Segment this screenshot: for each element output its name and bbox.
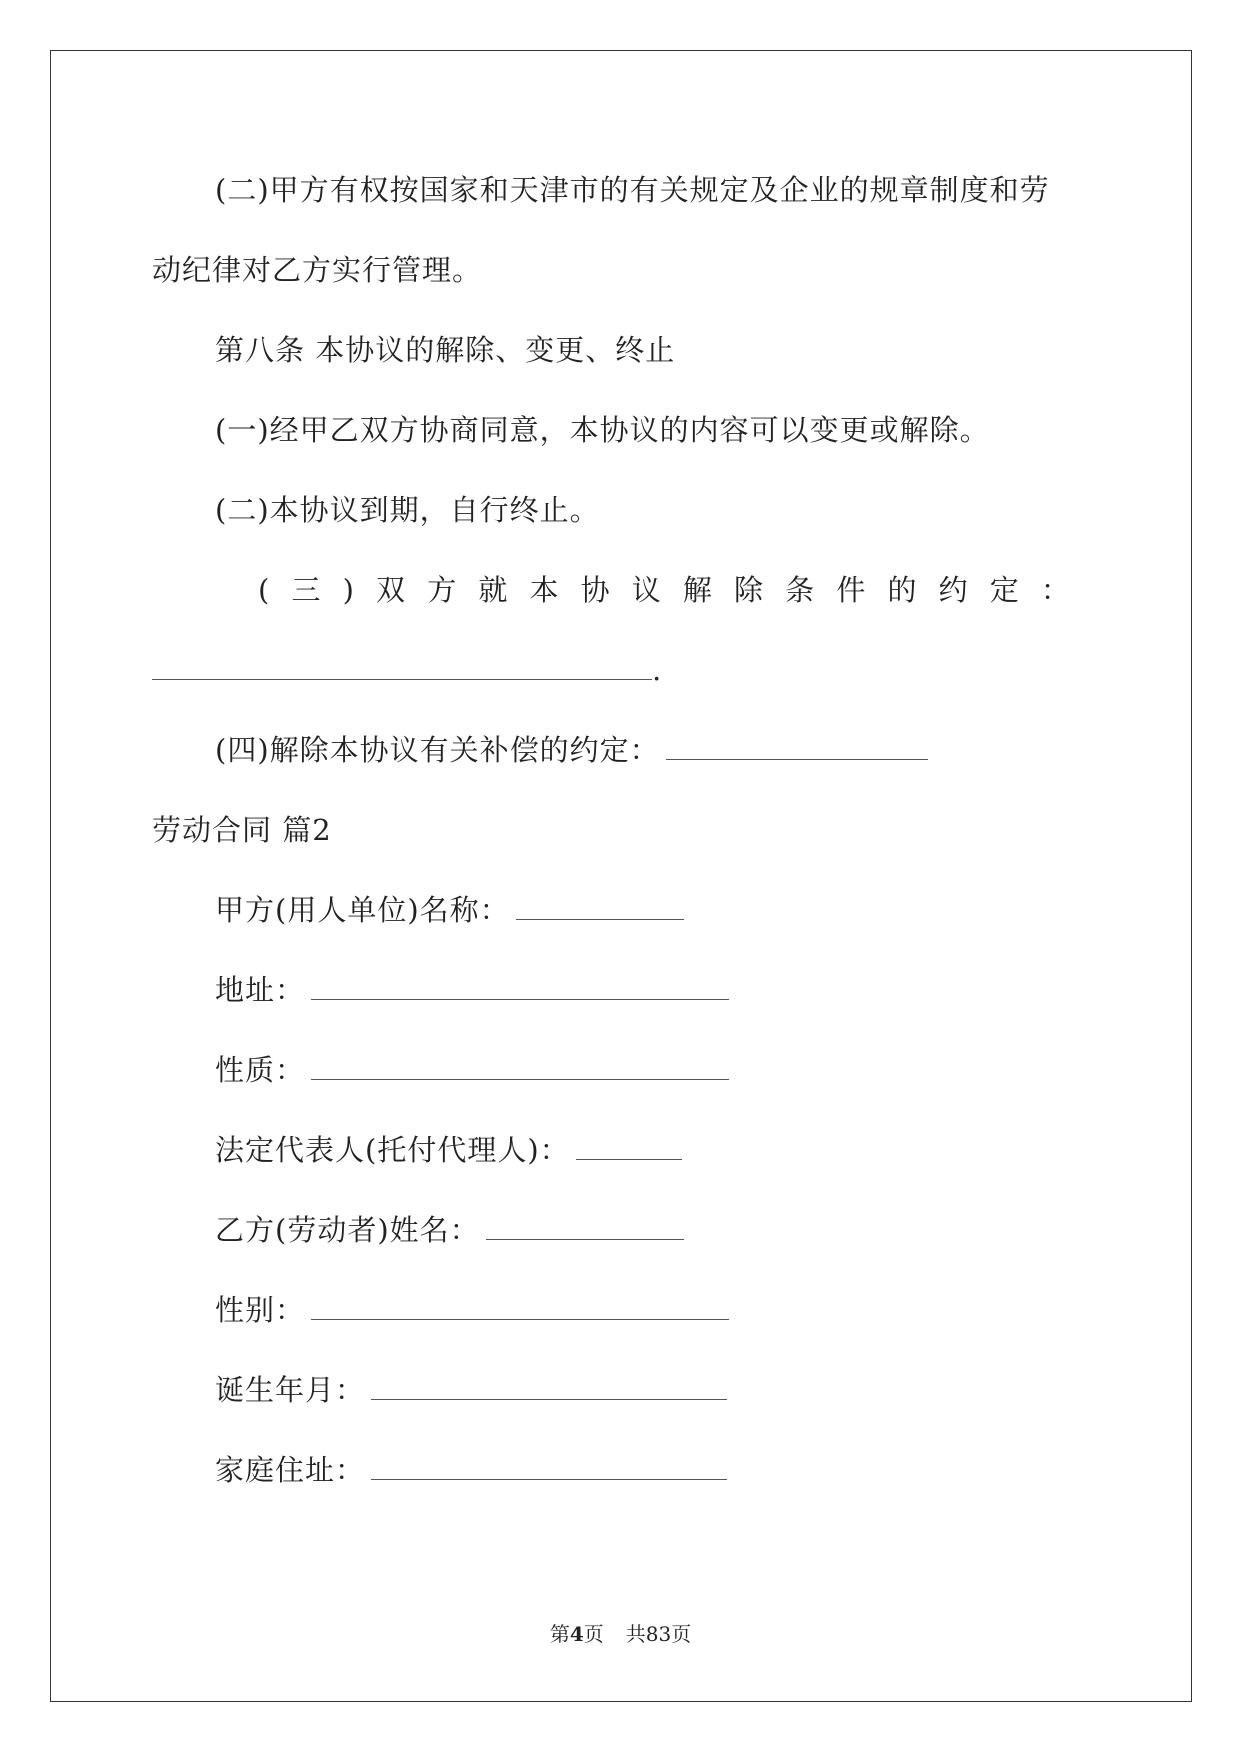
- item-4-blank[interactable]: [666, 733, 928, 760]
- footer-total-prefix: 共: [625, 1622, 646, 1646]
- field-legal-representative: [215, 1130, 682, 1170]
- item-3-char: 件: [836, 573, 866, 607]
- gender-blank[interactable]: [311, 1293, 729, 1320]
- footer-total-suffix: 页: [671, 1622, 692, 1646]
- item-3-char: 定: [989, 573, 1019, 607]
- footer-prefix: 第: [549, 1622, 570, 1646]
- footer-page-suffix: 页: [583, 1622, 604, 1646]
- field-birth-date: [215, 1370, 727, 1410]
- item-3-blank-line: [152, 650, 662, 690]
- field-address: [215, 970, 729, 1010]
- item-3-char: 除: [734, 573, 764, 607]
- section-2-title: 劳动合同 篇2: [152, 813, 332, 847]
- field-label: 性质：: [215, 1053, 306, 1087]
- field-label: 诞生年月：: [215, 1373, 366, 1407]
- birth-date-blank[interactable]: [371, 1373, 727, 1400]
- nature-blank[interactable]: [311, 1053, 729, 1080]
- article-8-item-4: [215, 730, 928, 770]
- field-label: 地址：: [215, 973, 306, 1007]
- field-employer-name: [215, 890, 684, 930]
- item-4-label: (四)解除本协议有关补偿的约定：: [215, 733, 660, 767]
- item-3-char: 议: [631, 573, 661, 607]
- item-3-char: 协: [580, 573, 610, 607]
- item-3-char: 双: [376, 573, 406, 607]
- field-home-address: [215, 1450, 727, 1490]
- item-3-char: 就: [478, 573, 508, 607]
- item-3-char: 约: [938, 573, 968, 607]
- clause-2-line-2: 动纪律对乙方实行管理。: [152, 253, 483, 287]
- clause-2-line-1: (二)甲方有权按国家和天津市的有关规定及企业的规章制度和劳: [215, 173, 1050, 207]
- footer-page-number: 4: [569, 1622, 584, 1646]
- page-footer: [0, 1620, 1241, 1648]
- field-label: 性别：: [215, 1293, 306, 1327]
- address-blank[interactable]: [311, 973, 729, 1000]
- item-3-char: (: [258, 573, 270, 607]
- item-3-char: 解: [682, 573, 712, 607]
- legal-representative-blank[interactable]: [576, 1133, 682, 1160]
- field-gender: [215, 1290, 729, 1330]
- field-label: 法定代表人(托付代理人)：: [215, 1133, 570, 1167]
- home-address-blank[interactable]: [371, 1453, 727, 1480]
- item-3-char: 三: [291, 573, 321, 607]
- item-3-char: 的: [887, 573, 917, 607]
- field-employee-name: [215, 1210, 684, 1250]
- article-8-title: 第八条 本协议的解除、变更、终止: [215, 333, 676, 367]
- field-label: 家庭住址：: [215, 1453, 366, 1487]
- item-3-period: .: [652, 653, 663, 687]
- item-3-char: ：: [1040, 573, 1070, 607]
- article-8-item-2: (二)本协议到期，自行终止。: [215, 493, 600, 527]
- item-3-char: 本: [529, 573, 559, 607]
- employer-name-blank[interactable]: [516, 893, 684, 920]
- item-3-char: 方: [427, 573, 457, 607]
- item-3-char: 条: [785, 573, 815, 607]
- footer-total-pages: 83: [645, 1622, 672, 1646]
- article-8-item-3: [258, 570, 1070, 610]
- item-3-char: ): [342, 573, 354, 607]
- article-8-item-1: (一)经甲乙双方协商同意，本协议的内容可以变更或解除。: [215, 413, 990, 447]
- employee-name-blank[interactable]: [486, 1213, 684, 1240]
- field-label: 乙方(劳动者)姓名：: [215, 1213, 480, 1247]
- item-3-blank[interactable]: [152, 653, 652, 680]
- field-label: 甲方(用人单位)名称：: [215, 893, 510, 927]
- field-nature: [215, 1050, 729, 1090]
